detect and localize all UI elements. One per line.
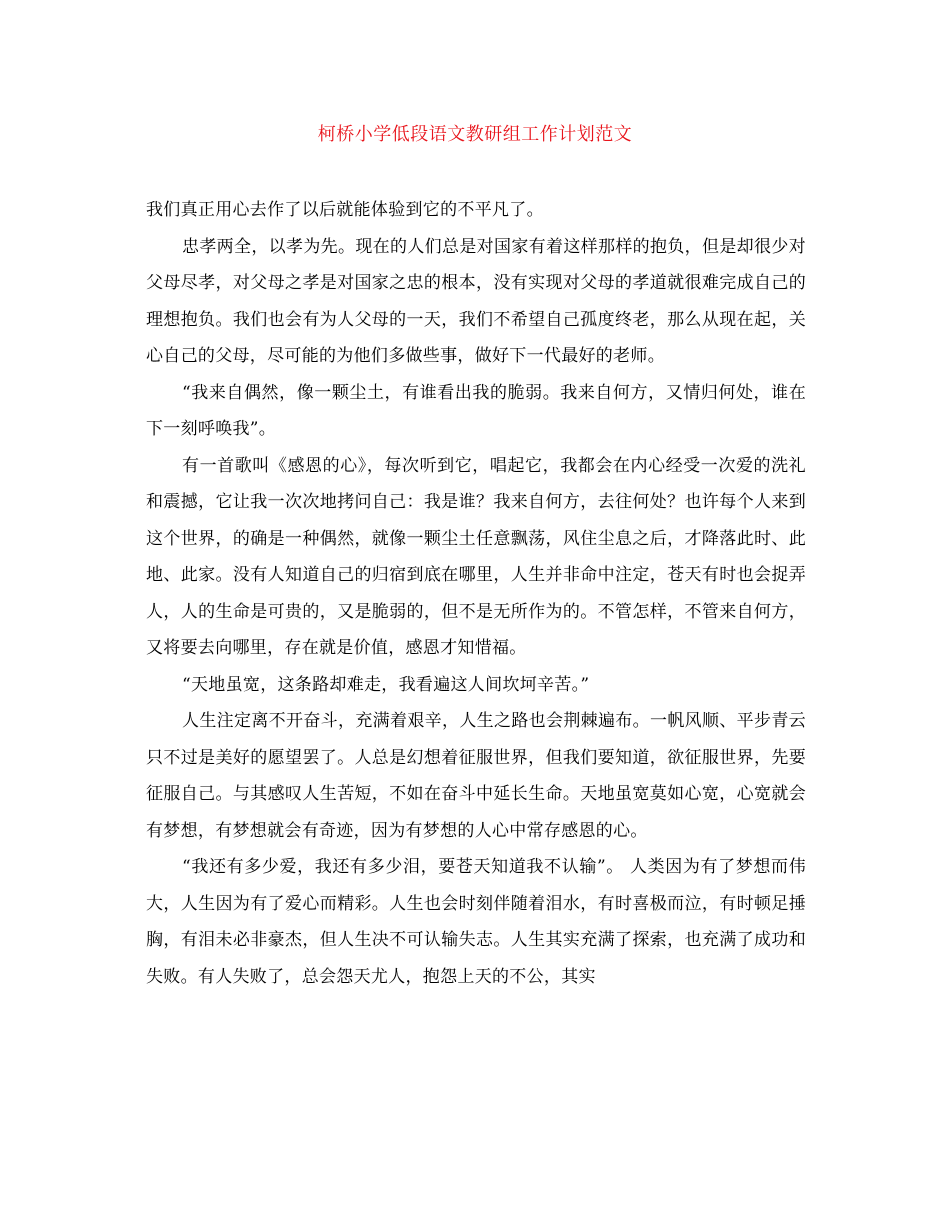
paragraph: 忠孝两全，以孝为先。现在的人们总是对国家有着这样那样的抱负，但是却很少对父母尽孝，对父母之孝是对国家之忠的根本，没有实现对父母的孝道就很难完成自己的理想抱负。我们也会有为人父母的一天，我们不希望自己孤度终老，那么从现在起，关心自己的父母，尽可能的为他们多做些事，做好下一代最好的老师。 bbox=[146, 236, 806, 366]
paragraph: “天地虽宽，这条路却难走，我看遍这人间坎坷辛苦。” bbox=[182, 674, 590, 695]
paragraph: “我来自偶然，像一颗尘土，有谁看出我的脆弱。我来自何方，又情归何处，谁在下一刻呼唤我”。 bbox=[146, 382, 806, 439]
paragraph: 人生注定离不开奋斗，充满着艰辛，人生之路也会荆棘遍布。一帆风顺、平步青云只不过是美好的愿望罢了。人总是幻想着征服世界，但我们要知道，欲征服世界，先要征服自己。与其感叹人生苦短，不如在奋斗中延长生命。天地虽宽莫如心宽，心宽就会有梦想，有梦想就会有奇迹，因为有梦想的人心中常存感恩的心。 bbox=[146, 711, 806, 841]
paragraph: “我还有多少爱，我还有多少泪，要苍天知道我不认输”。 人类因为有了梦想而伟大，人生因为有了爱心而精彩。人生也会时刻伴随着泪水，有时喜极而泣，有时顿足捶胸，有泪未必非豪杰，但人生决不可认输失志。人生其实充满了探索，也充满了成功和失败。有人失败了，总会怨天尤人，抱怨上天的不公，其实 bbox=[146, 857, 806, 987]
paragraph: 我们真正用心去作了以后就能体验到它的不平凡了。 bbox=[146, 200, 544, 220]
document-title: 柯桥小学低段语文教研组工作计划范文 bbox=[317, 124, 633, 145]
paragraph: 有一首歌叫《感恩的心》，每次听到它，唱起它，我都会在内心经受一次爱的洗礼和震撼，它让我一次次地拷问自己：我是谁？我来自何方，去往何处？也许每个人来到这个世界，的确是一种偶然，就像一颗尘土任意飘荡，风住尘息之后，才降落此时、此地、此家。没有人知道自己的归宿到底在哪里，人生并非命中注定，苍天有时也会捉弄人，人的生命是可贵的，又是脆弱的，但不是无所作为的。不管怎样，不管来自何方，又将要去向哪里，存在就是价值，感恩才知惜福。 bbox=[146, 455, 806, 658]
document-body bbox=[146, 192, 806, 995]
